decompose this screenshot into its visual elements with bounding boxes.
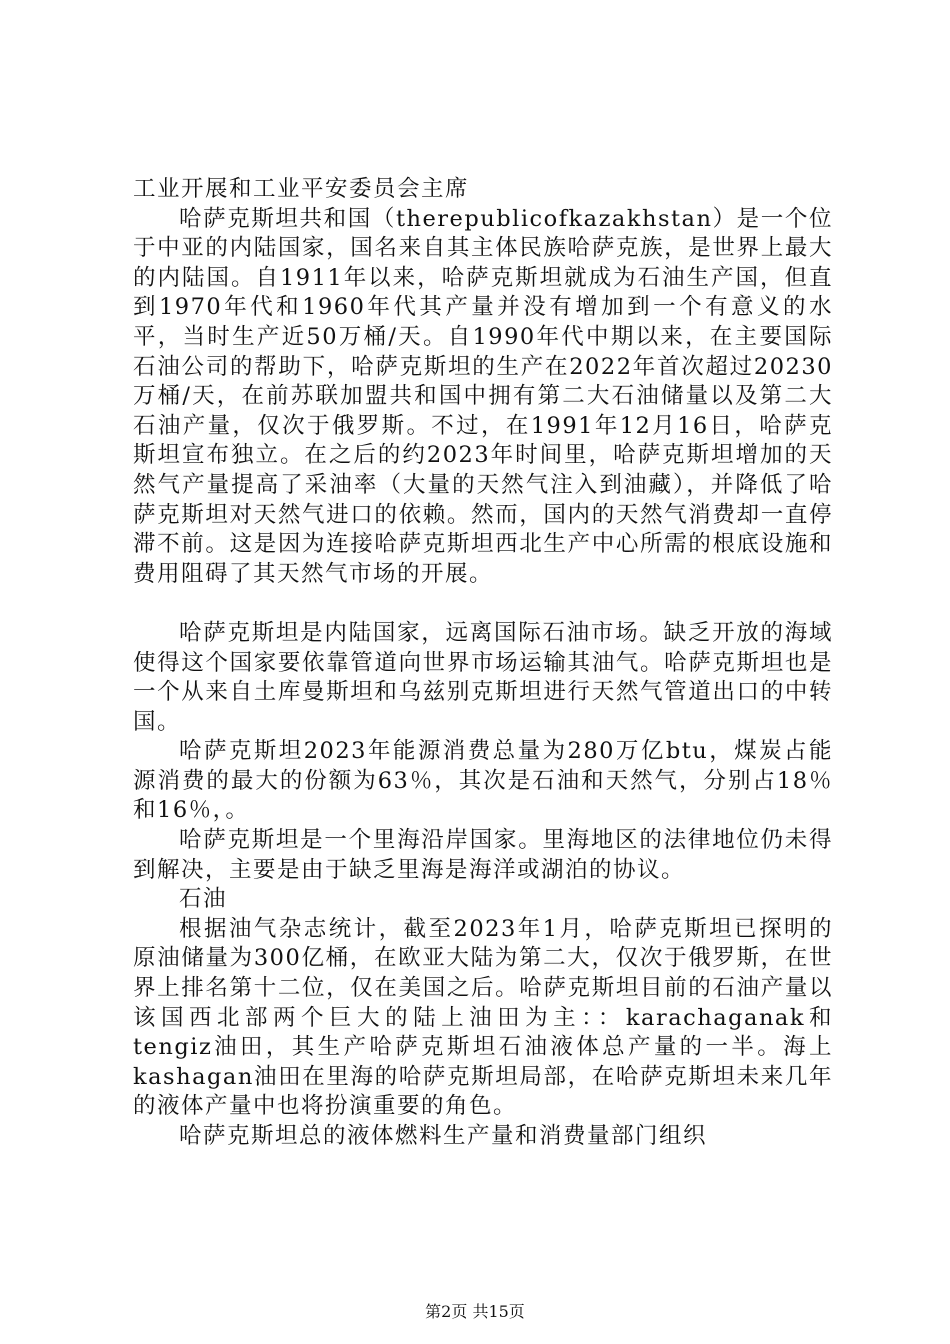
paragraph-landlocked: 哈萨克斯坦是内陆国家，远离国际石油市场。缺乏开放的海域使得这个国家要依靠管道向世界市场运输其油气。哈萨克斯坦也是一个从来自土库曼斯坦和乌兹别克斯坦进行天然气管道出口的中转国。 [133,619,833,735]
document-body [133,175,833,1152]
paragraph-liquid-fuels: 哈萨克斯坦总的液体燃料生产量和消费量部门组织 [179,1123,708,1149]
paragraph-caspian: 哈萨克斯坦是一个里海沿岸国家。里海地区的法律地位仍未得到解决，主要是由于缺乏里海是海洋或湖泊的协议。 [133,827,833,883]
heading-line: 工业开展和工业平安委员会主席 [133,176,470,202]
section-heading-oil: 石油 [179,886,228,913]
paragraph-energy-consumption: 哈萨克斯坦2023年能源消费总量为280万亿btu，煤炭占能源消费的最大的份额为63％，其次是石油和天然气，分别占18％和16％，。 [133,738,833,824]
page-footer: 第2页 共15页 [425,1302,525,1321]
paragraph-oil-reserves: 根据油气杂志统计，截至2023年1月，哈萨克斯坦已探明的原油储量为300亿桶，在欧亚大陆为第二大，仅次于俄罗斯，在世界上排名第十二位，仅在美国之后。哈萨克斯坦目前的石油产量以该国西北部两个巨大的陆上油田为主：：karachaganak和tengiz油田，其生产哈萨克斯坦石油液体总产量的一半。海上kashagan油田在里海的哈萨克斯坦局部，在哈萨克斯坦未来几年的液体产量中也将扮演重要的角色。 [133,915,833,1120]
paragraph-intro: 哈萨克斯坦共和国（therepublicofkazakhstan）是一个位于中亚的内陆国家，国名来自其主体民族哈萨克族，是世界上最大的内陆国。自1911年以来，哈萨克斯坦就成为石油生产国，但直到1970年代和1960年代其产量并没有增加到一个有意义的水平，当时生产近50万桶/天。自1990年代中期以来，在主要国际石油公司的帮助下，哈萨克斯坦的生产在2022年首次超过20230万桶/天，在前苏联加盟共和国中拥有第二大石油储量以及第二大石油产量，仅次于俄罗斯。不过，在1991年12月16日，哈萨克斯坦宣布独立。在之后的约2023年时间里，哈萨克斯坦增加的天然气产量提高了采油率（大量的天然气注入到油藏），并降低了哈萨克斯坦对天然气进口的依赖。然而，国内的天然气消费却一直停滞不前。这是因为连接哈萨克斯坦西北生产中心所需的根底设施和费用阻碍了其天然气市场的开展。 [133,205,833,587]
